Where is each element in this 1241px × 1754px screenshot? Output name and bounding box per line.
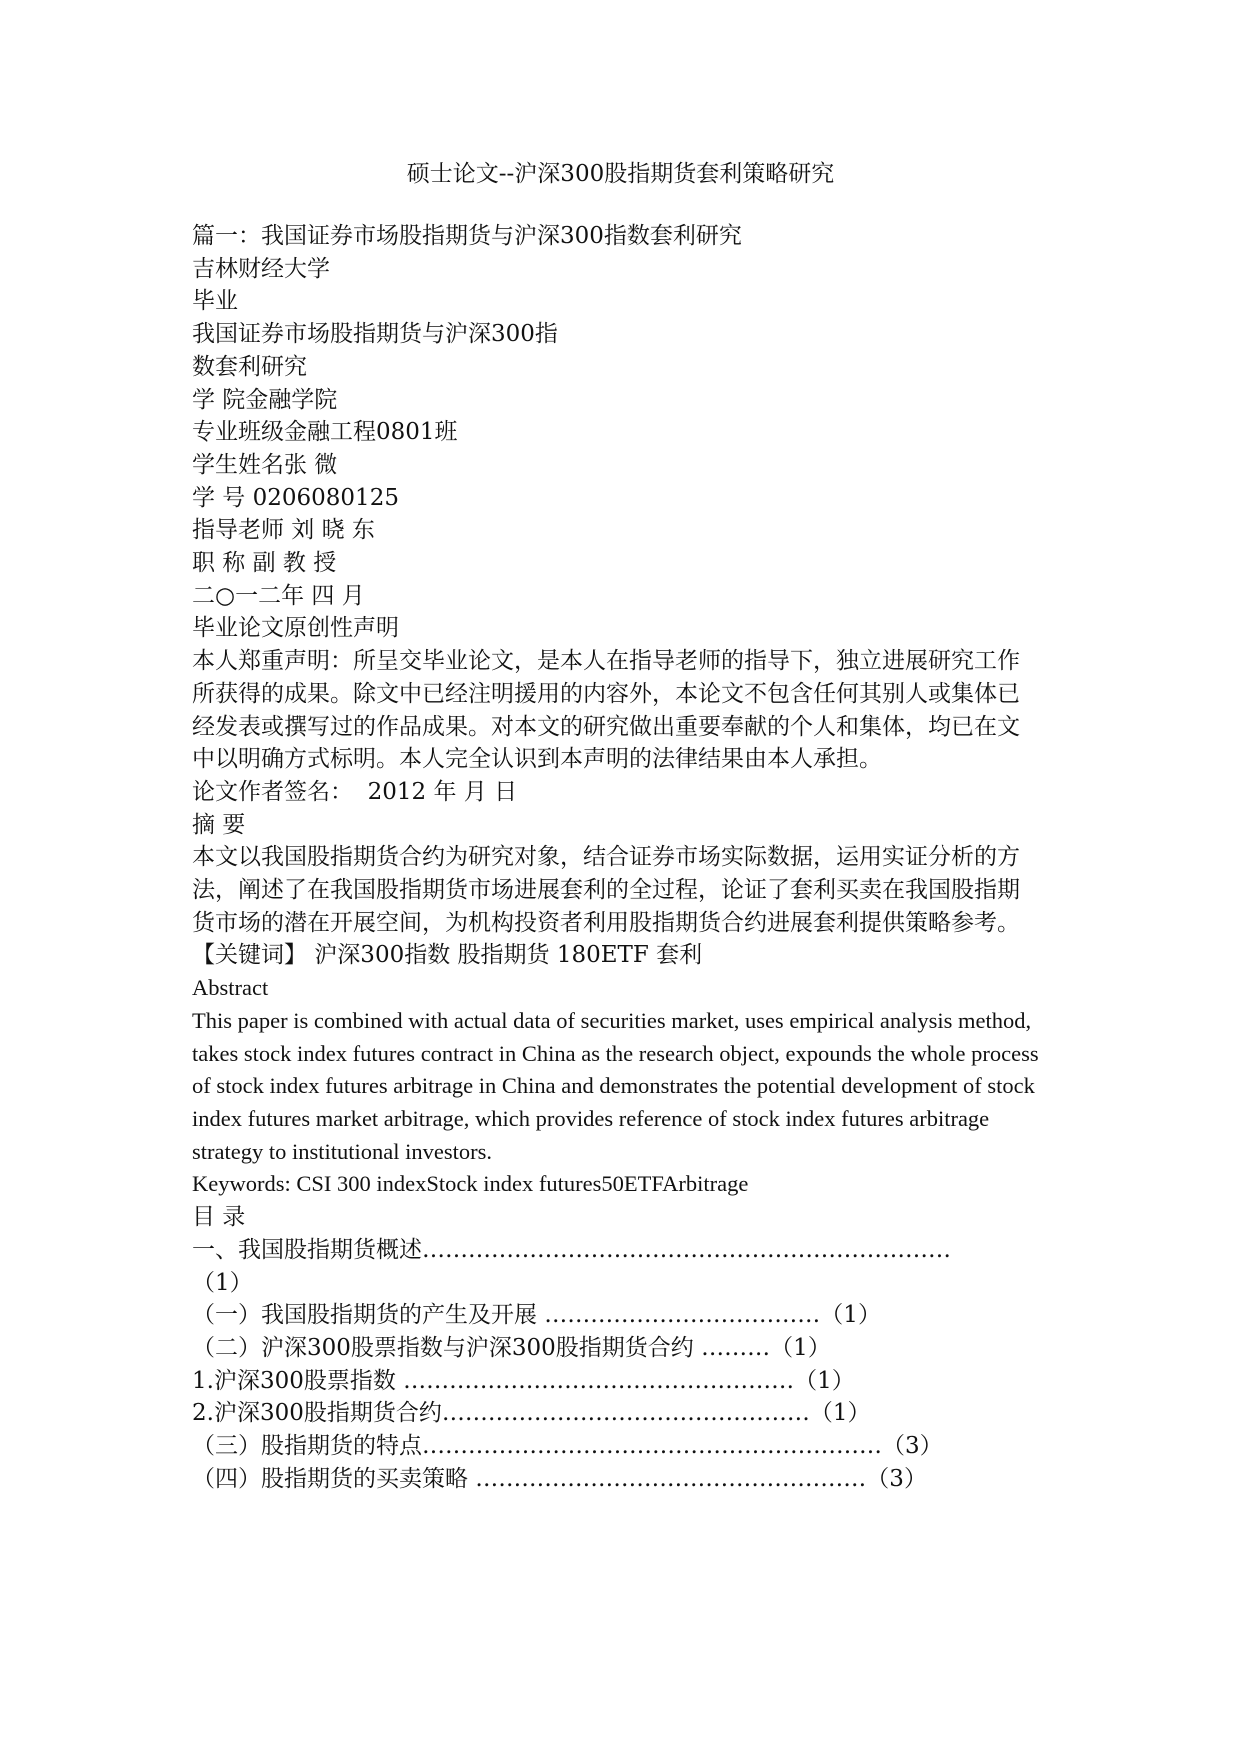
cover-line: 篇一：我国证券市场股指期货与沪深300指数套利研究 bbox=[192, 223, 742, 249]
cover-line: 我国证券市场股指期货与沪深300指 bbox=[192, 321, 558, 348]
toc-entry: （四）股指期货的买卖策略 ……………………………………………（3） bbox=[192, 1465, 927, 1492]
declaration-paragraph: 本人郑重声明：所呈交毕业论文，是本人在指导老师的指导下，独立进展研究工作所获得的成果。除文中已经注明援用的内容外，本论文不包含任何其别人或集体已经发表或撰写过的作品成果。对本文的研究做出重要奉献的个人和集体，均已在文中以明确方式标明。本人完全认识到本声明的法律结果由本人承担。 bbox=[192, 648, 1020, 773]
cover-line: 专业班级金融工程0801班 bbox=[192, 419, 458, 446]
toc-entry: （1） bbox=[192, 1269, 253, 1296]
abstract-en-heading: Abstract bbox=[192, 975, 269, 1001]
cover-line: 二○一二年 四 月 bbox=[192, 582, 365, 609]
cover-line: 数套利研究 bbox=[192, 353, 307, 380]
cover-line: 毕业论文原创性声明 bbox=[192, 615, 399, 642]
toc-entry: （一）我国股指期货的产生及开展 ………………………………（1） bbox=[192, 1302, 881, 1329]
toc-heading: 目 录 bbox=[192, 1204, 246, 1231]
abstract-cn-paragraph: 本文以我国股指期货合约为研究对象，结合证券市场实际数据，运用实证分析的方法，阐述了在我国股指期货市场进展套利的全过程，论证了套利买卖在我国股指期货市场的潜在开展空间，为机构投资者利用股指期货合约进展套利提供策略参考。 bbox=[192, 844, 1020, 936]
cover-line: 学 号 0206080125 bbox=[192, 484, 399, 511]
document-body bbox=[192, 220, 1042, 1495]
cover-line: 吉林财经大学 bbox=[192, 255, 330, 282]
cover-line: 学 院金融学院 bbox=[192, 386, 338, 413]
cover-line: 毕业 bbox=[192, 288, 238, 315]
cover-line: 职 称 副 教 授 bbox=[192, 550, 337, 577]
toc-entry: （二）沪深300股票指数与沪深300股指期货合约 ………（1） bbox=[192, 1334, 831, 1361]
toc-entry: 一、我国股指期货概述…………………………………………………………… bbox=[192, 1236, 951, 1263]
toc-entry: （三）股指期货的特点……………………………………………………（3） bbox=[192, 1433, 943, 1460]
cover-line: 指导老师 刘 晓 东 bbox=[192, 517, 375, 544]
document-title: 硕士论文--沪深300股指期货套利策略研究 bbox=[406, 161, 835, 187]
toc-entry: 2.沪深300股指期货合约…………………………………………（1） bbox=[192, 1400, 871, 1427]
keywords-en: Keywords: CSI 300 indexStock index futures50ETFArbitrage bbox=[192, 1171, 749, 1197]
cover-line: 学生姓名张 微 bbox=[192, 451, 338, 478]
signature-line: 论文作者签名： 2012 年 月 日 bbox=[192, 778, 518, 805]
abstract-cn-heading: 摘 要 bbox=[192, 811, 246, 838]
toc-entry: 1.沪深300股票指数 ……………………………………………（1） bbox=[192, 1367, 855, 1394]
keywords-cn: 【关键词】 沪深300指数 股指期货 180ETF 套利 bbox=[192, 942, 703, 969]
abstract-en-paragraph: This paper is combined with actual data of securities market, uses empirical analysis method, takes stock index futures contract in China as the research object, expounds the whole process of stock index futures arbitrage in China and demonstrates the potential development of stock index futures market arbitrage, which provides reference of stock index futures arbitrage strategy to institutional investors. bbox=[192, 1007, 1039, 1164]
table-of-contents bbox=[192, 1234, 1042, 1496]
